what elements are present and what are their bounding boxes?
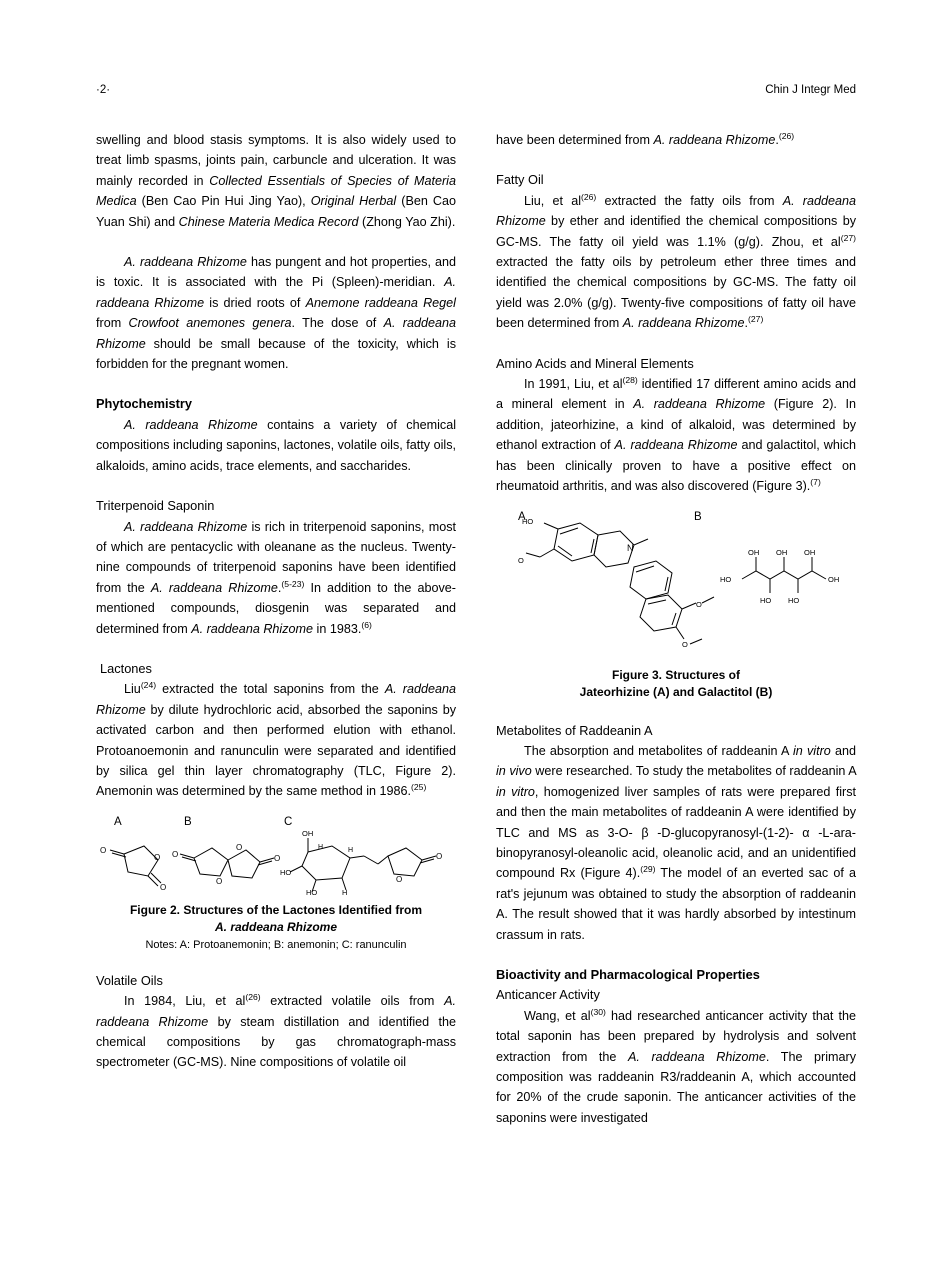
subsection-heading-triterpenoid-saponin: Triterpenoid Saponin <box>96 498 215 514</box>
two-column-body <box>96 130 856 1128</box>
citation-ref: (26) <box>778 130 795 141</box>
svg-text:H: H <box>318 843 324 851</box>
citation-ref: (27) <box>840 232 856 243</box>
subsection-heading-metabolites: Metabolites of Raddeanin A <box>496 722 653 738</box>
citation-ref: (5-23) <box>281 578 305 589</box>
svg-text:HO: HO <box>760 595 772 605</box>
subsection-heading-fatty-oil: Fatty Oil <box>496 172 544 188</box>
svg-text:HO: HO <box>280 867 292 877</box>
svg-text:O: O <box>236 842 243 852</box>
svg-text:O: O <box>172 849 179 859</box>
journal-name: Chin J Integr Med <box>765 84 856 96</box>
citation-ref: (25) <box>411 782 427 793</box>
figure-2-graphic <box>96 816 456 896</box>
svg-text:N: N <box>627 542 634 553</box>
citation-ref: (27) <box>748 314 764 325</box>
figure-3-label-a: A <box>518 510 526 523</box>
svg-text:HO: HO <box>522 516 534 526</box>
svg-text:O: O <box>696 599 702 609</box>
figure-3-structures-svg <box>496 511 856 661</box>
svg-text:O: O <box>100 845 107 855</box>
citation-ref: (29) <box>640 864 656 875</box>
svg-text:O: O <box>436 851 443 861</box>
page-header <box>96 84 856 96</box>
figure-3 <box>496 511 856 701</box>
svg-text:HO: HO <box>306 887 318 896</box>
subsection-heading-lactones: Lactones <box>100 660 152 676</box>
svg-text:OH: OH <box>804 547 816 557</box>
svg-text:O: O <box>396 874 403 884</box>
citation-ref: (26) <box>581 191 597 202</box>
paragraph-volatile-oils: In 1984, Liu, et $al^{(26)}$ extracted volatile oils from A. raddeana Rhizome by steam distillation and identified the chemical compositions by gas chromatograph-mass spectrometer (GC-MS). Nine compositions of volatile oil <box>96 992 456 1070</box>
section-heading-phytochemistry: Phytochemistry <box>96 396 193 412</box>
svg-text:H: H <box>342 887 348 896</box>
citation-ref: (26) <box>245 992 261 1002</box>
svg-text:O: O <box>154 852 161 862</box>
paragraph-continuation: swelling and blood stasis symptoms. It is also widely used to treat limb spasms, joints pain, carbuncle and ulceration. It was mainly recorded in Collected Essentials of Species of Materia Medica (Ben Cao Pin Hui Jing Yao), Original Herbal (Ben Cao Yuan Shi) and Chinese Materia Medica Record (Zhong Yao Zhi). <box>96 133 456 229</box>
figure-2-label-c: C <box>284 815 293 828</box>
citation-ref: (28) <box>622 374 638 385</box>
paragraph-phytochemistry: A. raddeana Rhizome contains a variety of chemical compositions including saponins, lactones, volatile oils, fatty oils, alkaloids, amino acids, trace elements, and saccharides. <box>96 417 456 473</box>
figure-2-label-a: A <box>114 815 122 828</box>
figure-2-notes: Notes: A: Protoanemonin; B: anemonin; C: ranunculin <box>145 938 407 951</box>
subsection-heading-volatile-oils: Volatile Oils <box>96 972 163 988</box>
figure-2 <box>96 816 456 953</box>
svg-text:HO: HO <box>788 595 800 605</box>
svg-text:O: O <box>274 853 281 863</box>
svg-text:O: O <box>160 882 167 892</box>
svg-text:O: O <box>682 639 688 649</box>
subsection-heading-amino-acids: Amino Acids and Mineral Elements <box>496 355 694 371</box>
figure-2-structures-svg <box>96 816 456 896</box>
paragraph-metabolites: The absorption and metabolites of raddeanin A in vitro and in vivo were researched. To study the metabolites of raddeanin A in vitro, homogenized liver samples of rats were prepared first and then the main metabolites of raddeanin A were identified by TLC and MS as 3-O- β -D-glucopyranosyl-(1-2)- α -L-ara-binopyranosyl-oleanolic acid, oleanolic acid, and an unidentified compound Rx (Figure 4).$^{(29)}$ The model of an everted sac of a rat's jejunum was obtained to study the absorption of raddeanin A. The result showed that it was hardly absorbed by intestinum crassum in rats. <box>496 743 857 942</box>
left-column <box>96 130 456 1128</box>
paragraph-fatty-oil: Liu, et $al^{(26)}$ extracted the fatty oils from A. raddeana Rhizome by ether and identified the chemical compositions by GC-MS. The fatty oil yield was 1.1% (g/g). Zhou, et $al^{(27)}$ extracted the fatty oils by petroleum ether three times and identified the chemical compositions by GC-MS. The fatty oil yield was 2.0% (g/g). Twenty-five compositions of fatty oil have been determined from A. raddeana Rhizome.$^{(27)}$ <box>496 191 857 331</box>
figure-3-graphic <box>496 511 856 661</box>
section-heading-bioactivity: Bioactivity and Pharmacological Properties <box>496 966 760 982</box>
subsection-heading-anticancer: Anticancer Activity <box>496 987 600 1003</box>
citation-ref: (7) <box>810 476 821 487</box>
paragraph-lactones: Liu$^{(24)}$ extracted the total saponins from the A. raddeana Rhizome by dilute hydrochloric acid, absorbed the saponins by activated carbon and then performed elution with ethanol. Protoanoemonin and ranunculin were separated and identified by silica gel thin layer chromatography (TLC, Figure 2). Anemonin was determined by the same method in 1986.$^{(25)}$ <box>96 680 457 799</box>
figure-2-caption: Figure 2. Structures of the Lactones Identified from A. raddeana Rhizome <box>129 902 423 934</box>
citation-ref: (30) <box>590 1006 606 1017</box>
figure-3-caption: Figure 3. Structures of Jateorhizine (A) and Galactitol (B) <box>579 667 773 699</box>
paragraph-continuation-right: have been determined from A. raddeana Rhizome.$^{(26)}$ <box>496 130 795 147</box>
paragraph-amino-acids: In 1991, Liu, et $al^{(28)}$ identified 17 different amino acids and a mineral element in A. raddeana Rhizome (Figure 2). In addition, jateorhizine, a kind of alkaloid, was determined by ethanol extraction of A. raddeana Rhizome and galactitol, which has been clinically proven to have a positive effect on rheumatoid arthritis, and was also discovered (Figure 3).$^{(7)}$ <box>496 374 857 494</box>
svg-text:OH: OH <box>776 547 788 557</box>
svg-text:OH: OH <box>302 828 314 838</box>
svg-text:O: O <box>518 555 524 565</box>
svg-text:HO: HO <box>720 574 732 584</box>
page-number: ·2· <box>96 84 111 96</box>
svg-text:H: H <box>348 846 354 854</box>
right-column <box>496 130 856 1128</box>
paragraph-triterpenoid: A. raddeana Rhizome is rich in triterpenoid saponins, most of which are pentacyclic with oleanane as the nucleus. Twenty-nine compounds of triterpenoid saponins have been identified from the A. raddeana Rhizome.$^{(5-23)}$ In addition to the above-mentioned compounds, diosgenin was separated and determined from A. raddeana Rhizome in 1983.$^{(6)}$ <box>96 519 457 636</box>
figure-2-label-b: B <box>184 815 192 828</box>
figure-3-label-b: B <box>694 510 702 523</box>
citation-ref: (6) <box>361 619 372 630</box>
svg-text:OH: OH <box>828 574 840 584</box>
paragraph-properties: A. raddeana Rhizome has pungent and hot properties, and is toxic. It is associated with the Pi (Spleen)-meridian. A. raddeana Rhizome is dried roots of Anemone raddeana Regel from Crowfoot anemones genera. The dose of A. raddeana Rhizome should be small because of the toxicity, which is forbidden for the pregnant women. <box>96 255 457 372</box>
svg-text:OH: OH <box>748 547 760 557</box>
citation-ref: (24) <box>140 680 157 691</box>
paragraph-anticancer: Wang, et $al^{(30)}$ had researched anticancer activity that the total saponin has been prepared by hydrolysis and solvent extraction from the A. raddeana Rhizome. The primary composition was raddeanin R3/raddeanin A, which accounted for 20% of the crude saponin. The anticancer activities of the saponins were investigated <box>496 1006 857 1125</box>
svg-text:O: O <box>216 876 223 886</box>
